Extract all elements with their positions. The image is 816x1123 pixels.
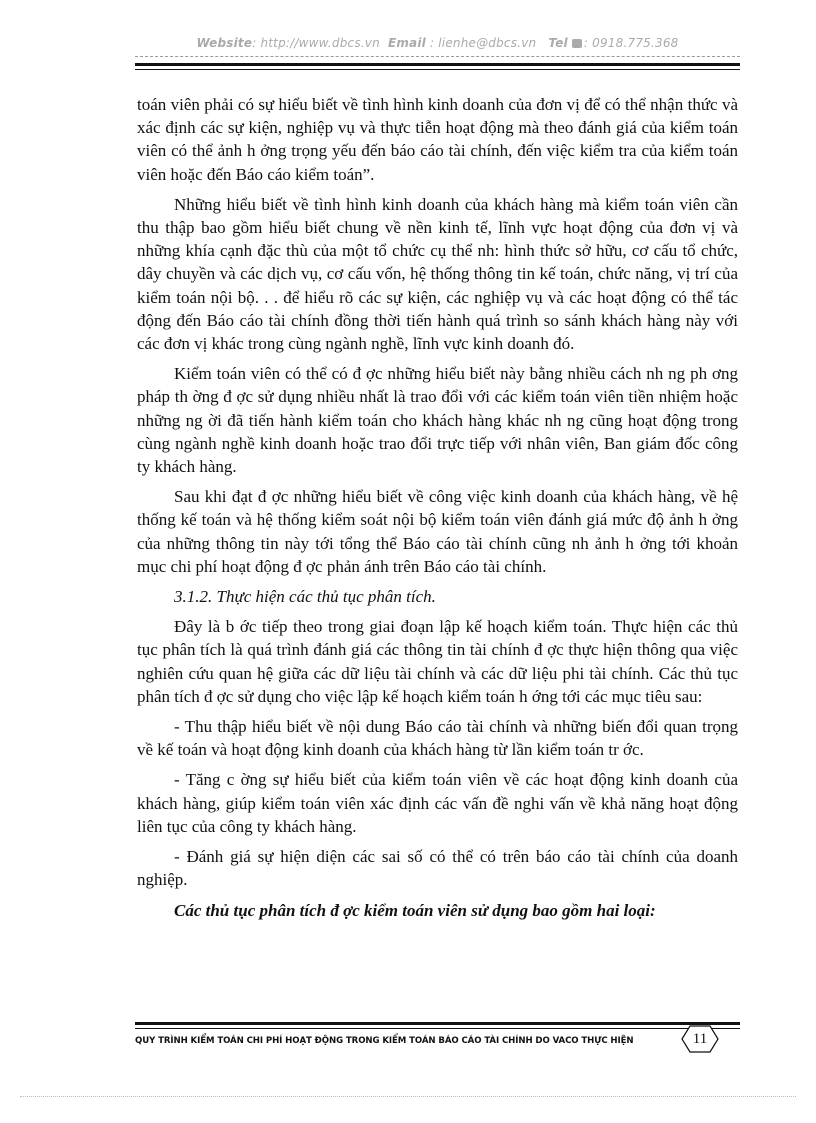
- tel-value: : 0918.775.368: [583, 36, 679, 50]
- header-thick-rule: [135, 63, 740, 66]
- footer-thick-rule: [135, 1022, 740, 1025]
- paragraph-1: toán viên phải có sự hiểu biết về tình hình kinh doanh của đơn vị để có thể nhận thức và xác định các sự kiện, nghiệp vụ và thực tiễn hoạt động mà theo đánh giá của kiểm toán viên có thể ảnh h ởng trọng yếu đến báo cáo tài chính, đến việc kiểm tra của kiểm toán viên hoặc đến Báo cáo kiểm toán”.: [137, 95, 738, 184]
- footer-title: QUY TRÌNH KIỂM TOÁN CHI PHÍ HOẠT ĐỘNG TRONG KIỂM TOÁN BÁO CÁO TÀI CHÍNH DO VACO THỰC HIỆN: [135, 1036, 634, 1046]
- paragraph-2: Những hiểu biết về tình hình kinh doanh của khách hàng mà kiểm toán viên cần thu thập bao gồm hiểu biết chung về nền kinh tế, lĩnh vực hoạt động của đơn vị và những khía cạnh đặc thù của một tổ chức cụ thể nh: hình thức sở hữu, cơ cấu tổ chức, dây chuyền và các dịch vụ, cơ cấu vốn, hệ thống thông tin kế toán, chức năng, vị trí của kiểm toán nội bộ. . . để hiểu rõ các sự kiện, các nghiệp vụ và các hoạt động có thể tác động đến Báo cáo tài chính đồng thời tiến hành quá trình so sánh khách hàng này với các đơn vị khác trong cùng ngành nghề, lĩnh vực kinh doanh đó.: [137, 194, 738, 354]
- paragraph-6: - Thu thập hiểu biết về nội dung Báo cáo tài chính và những biến đổi quan trọng về kế toán và hoạt động kinh doanh của khách hàng từ lần kiểm toán tr ớc.: [137, 717, 738, 760]
- website-value: : http://www.dbcs.vn: [252, 36, 380, 50]
- website-label: Website: [196, 36, 253, 50]
- tel-label: Tel: [548, 36, 568, 50]
- paragraph-5: Đây là b ớc tiếp theo trong giai đoạn lập kế hoạch kiểm toán. Thực hiện các thủ tục phân tích là quá trình đánh giá các thông tin tài chính đ ợc thực hiện thông qua việc nghiên cứu quan hệ giữa các dữ liệu tài chính và các dữ liệu phi tài chính. Các thủ tục phân tích đ ợc sử dụng cho việc lập kế hoạch kiểm toán h ớng tới các mục tiêu sau:: [137, 617, 738, 706]
- page-number-badge: [680, 1024, 720, 1054]
- section-heading: 3.1.2. Thực hiện các thủ tục phân tích.: [174, 587, 436, 607]
- header-thin-rule: [135, 69, 740, 70]
- email-label: Email: [387, 36, 426, 50]
- header-dashed-rule: [135, 56, 740, 57]
- paragraph-3: Kiểm toán viên có thể có đ ợc những hiểu biết này bằng nhiều cách nh ng ph ơng pháp th ờng đ ợc sử dụng nhiều nhất là trao đổi với các kiểm toán viên tiền nhiệm hoặc những ng ời đã tiến hành kiểm toán cho khách hàng khác nh ng cũng hoạt động trong cùng ngành nghề kinh doanh hoặc trao đổi trực tiếp với nhân viên, Ban giám đốc công ty khách hàng.: [137, 364, 738, 477]
- paragraph-7: - Tăng c ờng sự hiểu biết của kiểm toán viên về các hoạt động kinh doanh của khách hàng, giúp kiểm toán viên xác định các vấn đề nghi vấn về khả năng hoạt động liên tục của công ty khách hàng.: [137, 770, 738, 836]
- email-value: : lienhe@dbcs.vn: [430, 36, 537, 50]
- paragraph-9: Các thủ tục phân tích đ ợc kiểm toán viên sử dụng bao gồm hai loại:: [174, 900, 656, 920]
- phone-icon: [572, 39, 582, 48]
- page-number: 11: [692, 1031, 708, 1047]
- page-header: [135, 36, 740, 50]
- paragraph-4: Sau khi đạt đ ợc những hiểu biết về công việc kinh doanh của khách hàng, về hệ thống kế toán và hệ thống kiểm soát nội bộ kiểm toán viên đánh giá mức độ ảnh h ởng của những thông tin này tới tổng thể Báo cáo tài chính cũng nh ảnh h ởng tới khoản mục chi phí hoạt động đ ợc phản ánh trên Báo cáo tài chính.: [137, 487, 738, 576]
- footer-thin-rule: [135, 1028, 740, 1029]
- bottom-dotted-rule: [20, 1096, 796, 1097]
- paragraph-8: - Đánh giá sự hiện diện các sai số có thể có trên báo cáo tài chính của doanh nghiệp.: [137, 847, 738, 890]
- document-body: [137, 93, 738, 929]
